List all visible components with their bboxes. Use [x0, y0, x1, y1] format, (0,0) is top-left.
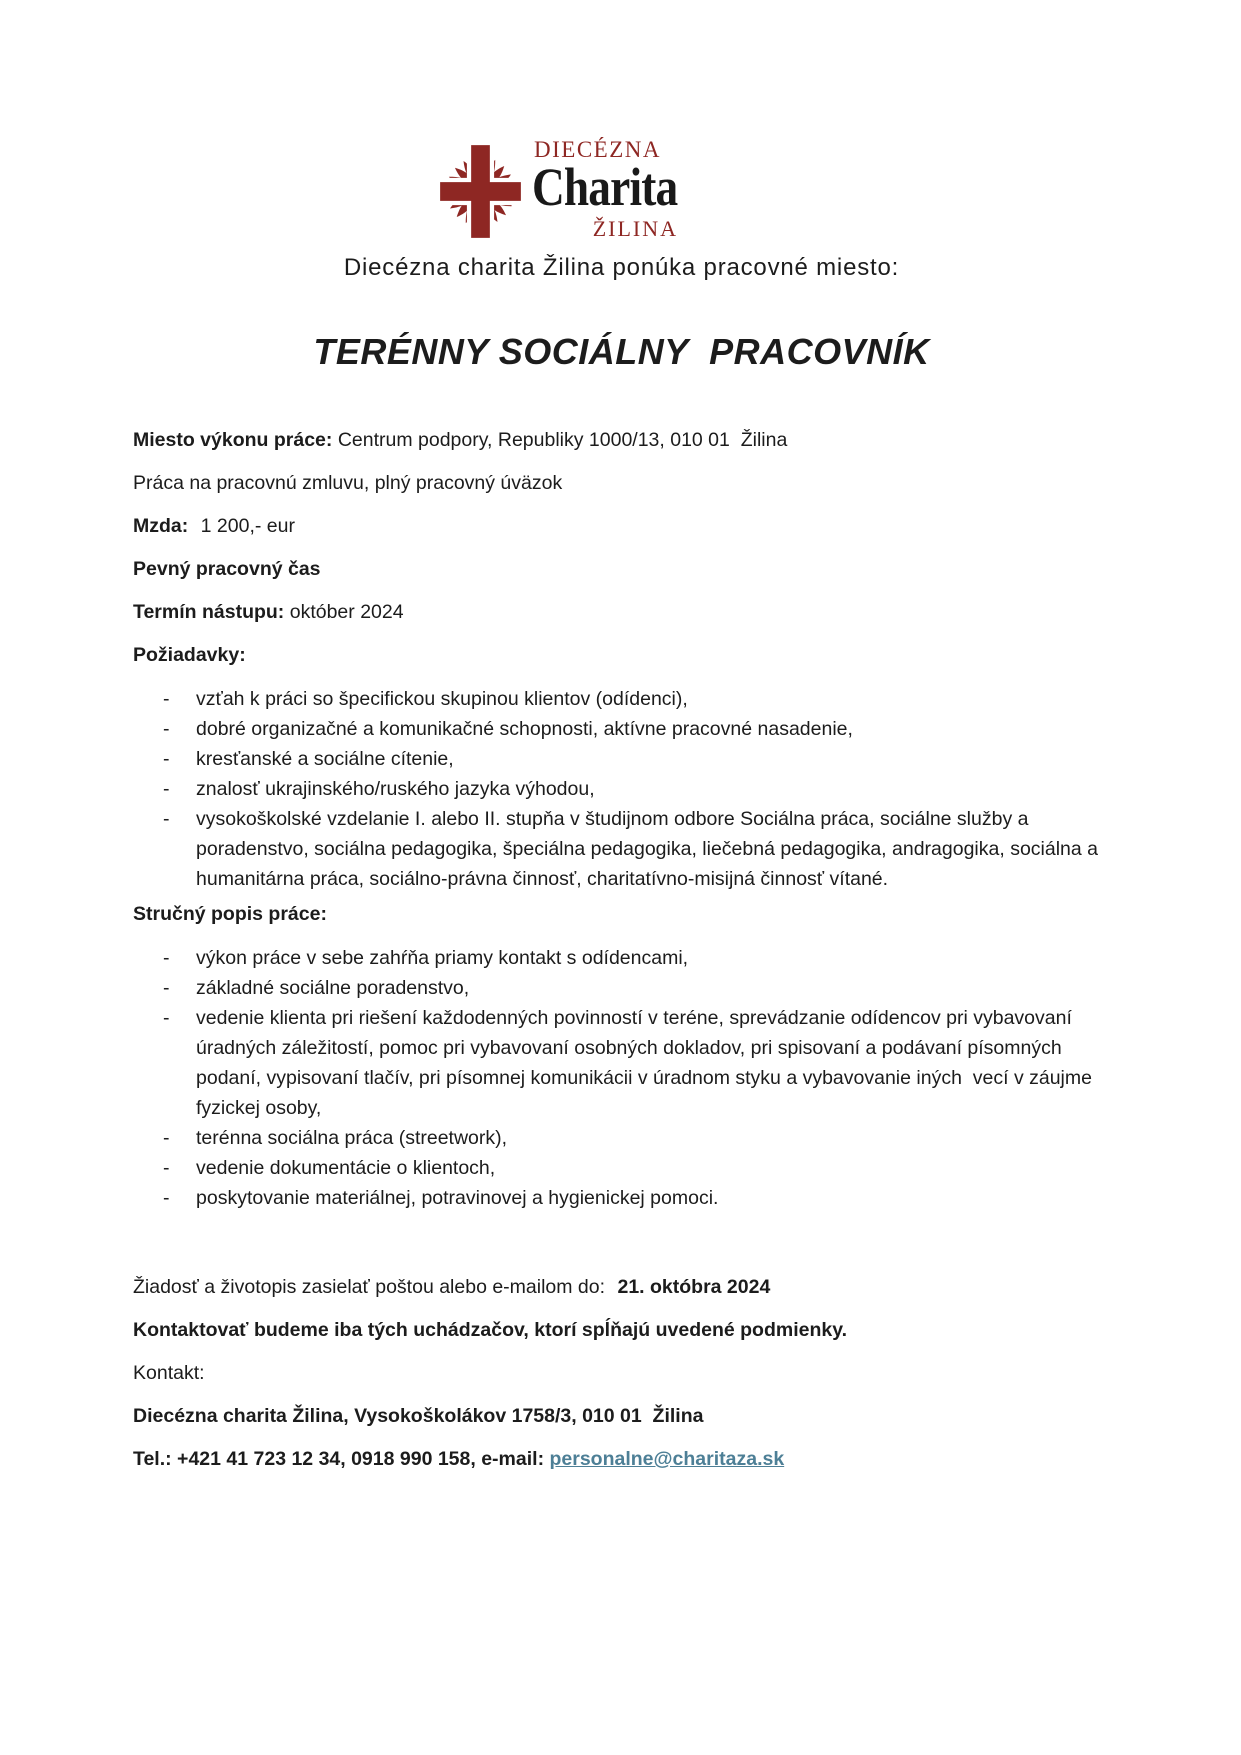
location-label: Miesto výkonu práce:	[133, 429, 333, 451]
requirements-list	[133, 684, 1110, 894]
deadline-text: Žiadosť a životopis zasielať poštou alebo e-mailom do:	[133, 1276, 611, 1298]
logo-wordmark	[532, 137, 684, 241]
deadline-line	[133, 1273, 1110, 1301]
requirement-item: - vysokoškolské vzdelanie I. alebo II. stupňa v študijnom odbore Sociálna práca, sociálne služby a poradenstvo, sociálna pedagogika, špeciálna pedagogika, liečebná pedagogika, andragogika, sociálna a humanitárna práca, sociálno-právna činnosť, charitatívno-misijná činnosť vítané.	[196, 804, 1110, 894]
salary-line	[133, 512, 1110, 540]
application-section	[133, 1273, 1110, 1473]
caritas-cross-icon	[438, 143, 523, 240]
phone-email-line	[133, 1445, 1110, 1473]
contract-text: Práca na pracovnú zmluvu, plný pracovný úväzok	[133, 472, 563, 494]
contract-line	[133, 469, 1110, 497]
job-task-item: - výkon práce v sebe zahŕňa priamy kontakt s odídencami,	[196, 943, 1110, 973]
work-time-line	[133, 555, 1110, 583]
start-date-value: október 2024	[289, 601, 404, 623]
job-task-item: - poskytovanie materiálnej, potravinovej a hygienickej pomoci.	[196, 1183, 1110, 1213]
charita-logo	[438, 137, 1110, 245]
start-date-line	[133, 598, 1110, 626]
location-line	[133, 426, 1110, 454]
salary-value: 1 200,- eur	[200, 515, 295, 537]
intro-line: Diecézna charita Žilina ponúka pracovné miesto:	[343, 254, 900, 281]
start-date-label: Termín nástupu:	[133, 601, 285, 623]
job-task-item: - terénna sociálna práca (streetwork),	[196, 1123, 1110, 1153]
requirement-item: - vzťah k práci so špecifickou skupinou klientov (odídenci),	[196, 684, 1110, 714]
requirements-heading: Požiadavky:	[133, 644, 246, 666]
logo-diecezna-label: DIECÉZNA	[534, 137, 661, 162]
job-task-item: - základné sociálne poradenstvo,	[196, 973, 1110, 1003]
job-title: TERÉNNY SOCIÁLNY PRACOVNÍK	[313, 331, 930, 372]
deadline-date: 21. októbra 2024	[617, 1276, 771, 1298]
phone-text: Tel.: +421 41 723 12 34, 0918 990 158, e-mail:	[133, 1448, 545, 1470]
job-description-heading: Stručný popis práce:	[133, 903, 327, 925]
salary-label: Mzda:	[133, 515, 189, 537]
requirement-item: - kresťanské a sociálne cítenie,	[196, 744, 1110, 774]
requirement-item: - dobré organizačné a komunikačné schopnosti, aktívne pracovné nasadenie,	[196, 714, 1110, 744]
location-value: Centrum podpory, Republiky 1000/13, 010 01 Žilina	[337, 429, 788, 451]
logo-charita-label: Charita	[532, 157, 678, 217]
work-time-text: Pevný pracovný čas	[133, 558, 321, 580]
contact-label-line: Kontakt:	[133, 1362, 205, 1384]
requirement-item: - znalosť ukrajinského/ruského jazyka výhodou,	[196, 774, 1110, 804]
email-link[interactable]: personalne@charitaza.sk	[549, 1448, 785, 1470]
address-line	[133, 1402, 1110, 1430]
job-description-list	[133, 943, 1110, 1213]
logo-zilina-label: ŽILINA	[592, 216, 678, 241]
conditions-note: Kontaktovať budeme iba tých uchádzačov, ktorí spĺňajú uvedené podmienky.	[133, 1319, 848, 1341]
job-task-item: - vedenie klienta pri riešení každodenných povinností v teréne, sprevádzanie odídencov pri vybavovaní úradných záležitostí, pomoc pri vybavovaní osobných dokladov, pri spisovaní a podávaní písomných podaní, vypisovaní tlačív, pri písomnej komunikácii v úradnom styku a vybavovanie iných vecí v záujme fyzickej osoby,	[196, 1003, 1110, 1123]
address-text: Diecézna charita Žilina, Vysokoškolákov 1758/3, 010 01 Žilina	[133, 1405, 704, 1427]
document-body	[133, 426, 1110, 1473]
job-task-item: - vedenie dokumentácie o klientoch,	[196, 1153, 1110, 1183]
